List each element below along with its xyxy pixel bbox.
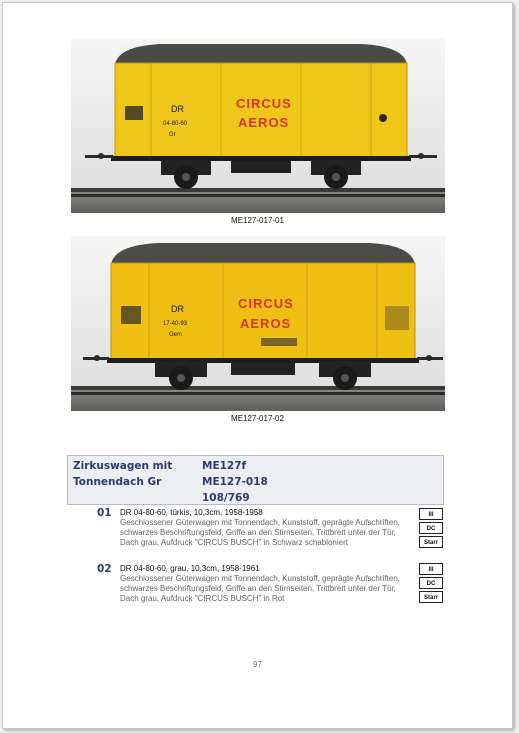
article-code-1: ME127f bbox=[202, 460, 247, 472]
wagon-number-mark: 04-80-60 bbox=[163, 121, 188, 127]
wagon-photo-1 bbox=[71, 38, 445, 213]
coupling-badge: Starr bbox=[419, 536, 443, 548]
article-info-box bbox=[67, 455, 444, 505]
photo-caption-1: ME127-017-01 bbox=[231, 216, 284, 225]
era-badge: III bbox=[419, 563, 443, 575]
wagon-class-mark: Gr bbox=[169, 132, 176, 138]
wagon-slogan-line1: CIRCUS bbox=[236, 96, 292, 111]
variant-badges-02 bbox=[419, 563, 443, 605]
variant-description: Geschlossener Güterwagen mit Tonnendach, Kunststoff, geprägte Aufschriften, schwarzes Beschriftungsfeld, Griffe an den Stirnseiten, Trittbrett unter der Tür, Dach grau, Aufdruck "CIRCUS BUSCH" in Rot bbox=[120, 574, 400, 603]
wagon-railway-mark: DR bbox=[171, 304, 184, 314]
wagon-slogan-line2: AEROS bbox=[238, 115, 290, 130]
article-title-line2: Tonnendach Gr bbox=[73, 476, 162, 488]
variant-description: Geschlossener Güterwagen mit Tonnendach, Kunststoff, geprägte Aufschriften, schwarzes Beschriftungsfeld, Griffe an den Stirnseiten, Trittbrett unter der Tür, Dach grau, Aufdruck "CIRCUS BUSCH" in Schwarz schabloniert bbox=[120, 518, 400, 547]
article-title-line1: Zirkuswagen mit bbox=[73, 460, 173, 472]
variant-badges-01 bbox=[419, 508, 443, 550]
wagon-number-mark: 17-40-93 bbox=[163, 321, 188, 327]
wagon-slogan-line2: AEROS bbox=[240, 316, 292, 331]
current-badge: DC bbox=[419, 577, 443, 589]
page-number: 97 bbox=[253, 660, 262, 669]
article-code-2: ME127-018 bbox=[202, 476, 268, 488]
wagon-class-mark: Gem bbox=[169, 332, 183, 338]
wagon-photo-2 bbox=[71, 236, 445, 411]
wagon-roof bbox=[111, 243, 415, 264]
variant-entry-02 bbox=[97, 563, 417, 607]
variant-entry-01 bbox=[97, 507, 417, 559]
wagon-railway-mark: DR bbox=[171, 104, 184, 114]
wagon-roof bbox=[115, 44, 407, 64]
current-badge: DC bbox=[419, 522, 443, 534]
era-badge: III bbox=[419, 508, 443, 520]
variant-title: DR 04-80-60, grau, 10,3cm, 1958-1961 bbox=[120, 564, 260, 573]
variant-number: 01 bbox=[97, 507, 112, 519]
wagon-slogan-line1: CIRCUS bbox=[238, 296, 294, 311]
coupling-badge: Starr bbox=[419, 591, 443, 603]
article-code-3: 108/769 bbox=[202, 492, 250, 504]
photo-caption-2: ME127-017-02 bbox=[231, 414, 284, 423]
catalog-page bbox=[2, 2, 513, 729]
variant-title: DR 04-80-60, türkis, 10,3cm, 1958-1958 bbox=[120, 508, 263, 517]
variant-number: 02 bbox=[97, 563, 112, 575]
